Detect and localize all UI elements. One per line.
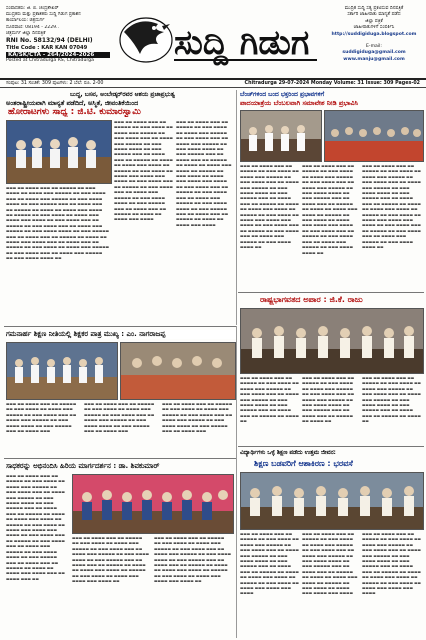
- rule-story5: [4, 458, 236, 459]
- story2-kicker: ಬೆಂಚ್‌ಗಳಿಂದ ಬಂದ ಭಕ್ತರಿಂದ ಪ್ರಭಾವಗಳಿಗೆ: [240, 91, 325, 98]
- crowd-photo: [325, 111, 423, 161]
- tagline-4: ಜಾಹೀರಾತುಗಳಿಗೆ ಸಂಪರ್ಕಿಸಿ: [353, 25, 395, 31]
- story5-column-b: ▬▬▬ ▬▬ ▬▬▬▬ ▬▬▬ ▬▬ ▬▬▬▬▬ ▬▬ ▬▬▬ ▬▬▬▬ ▬▬ ▬▬▬▬ ▬▬▬ ▬▬▬▬▬ ▬▬ ▬▬▬ ▬▬▬▬ ▬▬▬ ▬▬ ▬▬▬▬ ▬▬▬ ▬▬▬▬▬ ▬▬ ▬▬▬ ▬▬▬▬ ▬▬▬▬ ▬▬ ▬▬▬ ▬▬▬▬▬ ▬▬▬ ▬▬ ▬▬▬▬ ▬▬▬ ▬▬ ▬▬▬▬▬ ▬▬ ▬▬▬▬ ▬▬ ▬▬▬▬ ▬▬▬ ▬▬▬▬ ▬▬ ▬▬▬▬▬ ▬▬ ▬▬▬ ▬▬▬▬ ▬▬ ▬▬▬▬ ▬▬▬ ▬▬▬▬ ▬▬▬ ▬▬▬▬ ▬▬: [72, 536, 150, 584]
- email-link-1[interactable]: suddigiduga@gmail.com: [342, 50, 406, 56]
- story5-column-a: ▬▬▬ ▬▬ ▬▬▬▬ ▬▬▬ ▬▬ ▬▬▬▬▬ ▬▬ ▬▬▬ ▬▬▬▬ ▬▬ ▬▬▬▬ ▬▬▬ ▬▬▬▬▬ ▬▬ ▬▬▬ ▬▬▬▬ ▬▬▬ ▬▬ ▬▬▬▬ ▬▬▬ ▬▬▬▬▬ ▬▬ ▬▬▬ ▬▬▬▬ ▬▬▬▬ ▬▬ ▬▬▬ ▬▬▬▬▬ ▬▬▬ ▬▬ ▬▬▬▬ ▬▬▬ ▬▬ ▬▬▬▬▬ ▬▬ ▬▬▬▬ ▬▬ ▬▬▬▬ ▬▬▬ ▬▬▬▬ ▬▬ ▬▬▬▬▬ ▬▬ ▬▬▬ ▬▬▬▬ ▬▬ ▬▬▬▬ ▬▬▬ ▬▬▬▬ ▬▬▬ ▬▬▬▬ ▬▬ ▬▬▬ ▬▬▬▬ ▬▬▬ ▬▬ ▬▬▬▬▬ ▬▬ ▬▬▬ ▬▬▬▬ ▬▬▬ ▬▬ ▬▬▬▬ ▬▬▬ ▬▬▬▬▬ ▬▬ ▬▬▬ ▬▬▬▬ ▬▬▬▬ ▬▬ ▬▬▬ ▬▬▬▬▬ ▬▬▬ ▬▬ ▬▬▬▬ ▬▬▬ ▬▬ ▬▬▬▬▬ ▬▬ ▬▬▬▬ ▬▬ ▬▬▬▬ ▬▬▬ ▬▬▬▬ ▬▬▬ ▬▬ ▬▬▬▬ ▬▬▬ ▬▬: [6, 474, 65, 581]
- story5-photo: [72, 474, 234, 534]
- story4-column-a: ▬▬▬ ▬▬ ▬▬▬▬ ▬▬▬ ▬▬ ▬▬▬▬▬ ▬▬ ▬▬▬ ▬▬▬▬ ▬▬ ▬▬▬▬ ▬▬▬ ▬▬▬▬▬ ▬▬ ▬▬▬ ▬▬▬▬ ▬▬▬ ▬▬ ▬▬▬▬ ▬▬▬ ▬▬▬▬▬ ▬▬ ▬▬▬ ▬▬▬▬ ▬▬▬▬ ▬▬ ▬▬▬ ▬▬▬▬▬ ▬▬▬ ▬▬ ▬▬▬▬ ▬▬▬: [6, 402, 77, 434]
- phone-line: ದೂರವಾಣಿ: 08194 - 2229..: [6, 24, 59, 30]
- tagline-2: ಸರ್ಕಾರಿ ಜಾಹೀರಾತು ಮಾನ್ಯತೆ ಪಡೆದ: [347, 12, 401, 18]
- story1-kicker: ಬುದ್ಧ, ಬಸವ, ಅಂಬೇಡ್ಕರ್‌ರವರ ಆಶಯ ಪ್ರಜಾಪ್ರಭುತ್ವ: [70, 91, 176, 98]
- column-rule-1: [236, 90, 237, 325]
- story4-column-c: ▬▬▬ ▬▬ ▬▬▬▬ ▬▬▬ ▬▬ ▬▬▬▬▬ ▬▬ ▬▬▬ ▬▬▬▬ ▬▬ ▬▬▬▬ ▬▬▬ ▬▬▬▬▬ ▬▬ ▬▬▬ ▬▬▬▬ ▬▬▬ ▬▬ ▬▬▬▬ ▬▬▬ ▬▬▬▬▬ ▬▬ ▬▬▬ ▬▬▬▬ ▬▬▬▬ ▬▬ ▬▬▬ ▬▬▬▬▬ ▬▬▬ ▬▬ ▬▬▬▬ ▬▬▬: [162, 402, 233, 434]
- masthead-right-info: [328, 6, 420, 63]
- email-label: E-mail:: [366, 44, 382, 50]
- postal-registration: KA/SK/CTA - 264/2024-2026: [6, 52, 110, 58]
- dateline-kannada: ಸಂಪುಟ: 31 ಸಂಚಿಕೆ: 309 ಪುಟಗಳು: 2 ಬೆಲೆ: ರೂ. 2-00: [6, 81, 104, 86]
- logo-wordmark: ಸುದ್ದಿ ಗಿಡುಗ: [174, 23, 310, 63]
- story6-photo: [240, 472, 424, 530]
- story2-column-b: ▬▬▬ ▬▬ ▬▬▬▬ ▬▬▬ ▬▬ ▬▬▬▬▬ ▬▬ ▬▬▬ ▬▬▬▬ ▬▬ ▬▬▬▬ ▬▬▬ ▬▬▬▬▬ ▬▬ ▬▬▬ ▬▬▬▬ ▬▬▬ ▬▬ ▬▬▬▬ ▬▬▬ ▬▬▬▬▬ ▬▬ ▬▬▬ ▬▬▬▬ ▬▬▬▬ ▬▬ ▬▬▬ ▬▬▬▬▬ ▬▬▬ ▬▬ ▬▬▬▬ ▬▬▬ ▬▬ ▬▬▬▬▬ ▬▬ ▬▬▬▬ ▬▬ ▬▬▬▬ ▬▬▬ ▬▬▬▬ ▬▬ ▬▬▬▬▬ ▬▬ ▬▬▬ ▬▬▬▬ ▬▬ ▬▬▬▬ ▬▬▬ ▬▬▬▬ ▬▬▬ ▬▬▬▬ ▬▬ ▬▬▬ ▬▬▬▬ ▬▬▬ ▬▬ ▬▬▬▬▬ ▬▬ ▬▬▬ ▬▬▬▬ ▬▬▬ ▬▬ ▬▬▬▬ ▬▬▬ ▬▬▬▬▬ ▬▬ ▬▬▬ ▬▬▬▬ ▬▬▬▬ ▬▬: [302, 164, 358, 255]
- rule-story3: [238, 292, 424, 293]
- felicitation-stage-photo: [73, 475, 233, 533]
- story3-headline: ರಾಷ್ಟ್ರಭಾಗವತದ ಅಪಾರ : ಜಿ.ಕೆ. ರಾಜು: [260, 295, 363, 304]
- teachers-group-photo: [7, 343, 117, 399]
- felicitation-photo: [241, 309, 423, 373]
- editor-line: ಸಂಪಾದಕರು: ಜಿ. ಬಿ. ಚಂದ್ರಶೇಖರ್: [6, 6, 59, 11]
- story5-column-c: ▬▬▬ ▬▬ ▬▬▬▬ ▬▬▬ ▬▬ ▬▬▬▬▬ ▬▬ ▬▬▬ ▬▬▬▬ ▬▬ ▬▬▬▬ ▬▬▬ ▬▬▬▬▬ ▬▬ ▬▬▬ ▬▬▬▬ ▬▬▬ ▬▬ ▬▬▬▬ ▬▬▬ ▬▬▬▬▬ ▬▬ ▬▬▬ ▬▬▬▬ ▬▬▬▬ ▬▬ ▬▬▬ ▬▬▬▬▬ ▬▬▬ ▬▬ ▬▬▬▬ ▬▬▬ ▬▬ ▬▬▬▬▬ ▬▬ ▬▬▬▬ ▬▬ ▬▬▬▬ ▬▬▬ ▬▬▬▬ ▬▬ ▬▬▬▬▬ ▬▬ ▬▬▬ ▬▬▬▬ ▬▬ ▬▬▬▬ ▬▬▬ ▬▬▬▬ ▬▬▬ ▬▬▬▬ ▬▬: [154, 536, 232, 584]
- story2-photo-1: [240, 110, 322, 162]
- office-line: ಕಾರ್ಯಾಲಯ: ಚಿತ್ರದುರ್ಗ: [6, 18, 45, 24]
- title-code: Title Code : KAR KAN 07049: [6, 45, 88, 52]
- newspaper-logo: [112, 2, 322, 74]
- dateline-bar: [0, 80, 426, 88]
- masthead-left-info: [6, 6, 110, 65]
- blog-link[interactable]: http://suddigiduga.blogspot.com: [331, 31, 417, 37]
- students-event-photo: [241, 473, 423, 529]
- story4-photo-2: [120, 342, 236, 400]
- story3-photo: [240, 308, 424, 374]
- dateline-english: Chitradurga 29-07-2024 Monday Volume: 31 Issue: 309 Pages-02: [244, 81, 420, 86]
- story3-column-b: ▬▬▬ ▬▬ ▬▬▬▬ ▬▬▬ ▬▬ ▬▬▬▬▬ ▬▬ ▬▬▬ ▬▬▬▬ ▬▬ ▬▬▬▬ ▬▬▬ ▬▬▬▬▬ ▬▬ ▬▬▬ ▬▬▬▬ ▬▬▬ ▬▬ ▬▬▬▬ ▬▬▬ ▬▬▬▬▬ ▬▬ ▬▬▬ ▬▬▬▬ ▬▬▬▬ ▬▬ ▬▬▬ ▬▬▬▬▬ ▬▬▬ ▬▬ ▬▬▬▬ ▬▬▬ ▬▬ ▬▬▬▬▬ ▬▬ ▬▬▬▬ ▬▬: [302, 376, 355, 424]
- story1-subhead: ಅಂತರಾಷ್ಟ್ರೀಯವಾಗಿ ಮಾನ್ಯತೆ ಪಡೆದಿದೆ, ಅಸ್ಮಿತೆ, ಜೀವಂತಿಕೆಯಿಂದ: [6, 99, 139, 107]
- email-link-2[interactable]: www.manju@gmail.com: [343, 56, 405, 62]
- publisher-line: ಮುದ್ರಕರು ಮತ್ತು ಪ್ರಕಾಶಕರು ಸುದ್ದಿ ಗಿಡುಗ ಪ್ರಕಾಶನ: [6, 12, 81, 18]
- rule-story4: [4, 326, 236, 327]
- story6-column-a: ▬▬▬ ▬▬ ▬▬▬▬ ▬▬▬ ▬▬ ▬▬▬▬▬ ▬▬ ▬▬▬ ▬▬▬▬ ▬▬ ▬▬▬▬ ▬▬▬ ▬▬▬▬▬ ▬▬ ▬▬▬ ▬▬▬▬ ▬▬▬ ▬▬ ▬▬▬▬ ▬▬▬ ▬▬▬▬▬ ▬▬ ▬▬▬ ▬▬▬▬ ▬▬▬▬ ▬▬ ▬▬▬ ▬▬▬▬▬ ▬▬▬ ▬▬ ▬▬▬▬ ▬▬▬ ▬▬ ▬▬▬▬▬ ▬▬ ▬▬▬▬ ▬▬ ▬▬▬▬ ▬▬▬ ▬▬▬▬ ▬▬ ▬▬▬▬▬ ▬▬ ▬▬▬ ▬▬▬▬ ▬▬ ▬▬▬▬ ▬▬▬ ▬▬▬▬ ▬▬▬ ▬▬▬▬: [240, 532, 299, 596]
- story4-column-b: ▬▬▬ ▬▬ ▬▬▬▬ ▬▬▬ ▬▬ ▬▬▬▬▬ ▬▬ ▬▬▬ ▬▬▬▬ ▬▬ ▬▬▬▬ ▬▬▬ ▬▬▬▬▬ ▬▬ ▬▬▬ ▬▬▬▬ ▬▬▬ ▬▬ ▬▬▬▬ ▬▬▬ ▬▬▬▬▬ ▬▬ ▬▬▬ ▬▬▬▬ ▬▬▬▬ ▬▬ ▬▬▬ ▬▬▬▬▬ ▬▬▬ ▬▬ ▬▬▬▬ ▬▬▬: [84, 402, 155, 434]
- story6-kicker: ವಿದ್ಯಾರ್ಥಿಗಳು ಒಳ್ಳೆ ಶಿಕ್ಷಣ ಪಡೆದು ಉತ್ತಮ ಜೀವನ:: [240, 450, 336, 456]
- story6-column-b: ▬▬▬ ▬▬ ▬▬▬▬ ▬▬▬ ▬▬ ▬▬▬▬▬ ▬▬ ▬▬▬ ▬▬▬▬ ▬▬ ▬▬▬▬ ▬▬▬ ▬▬▬▬▬ ▬▬ ▬▬▬ ▬▬▬▬ ▬▬▬ ▬▬ ▬▬▬▬ ▬▬▬ ▬▬▬▬▬ ▬▬ ▬▬▬ ▬▬▬▬ ▬▬▬▬ ▬▬ ▬▬▬ ▬▬▬▬▬ ▬▬▬ ▬▬ ▬▬▬▬ ▬▬▬ ▬▬ ▬▬▬▬▬ ▬▬ ▬▬▬▬ ▬▬ ▬▬▬▬ ▬▬▬ ▬▬▬▬ ▬▬ ▬▬▬▬▬ ▬▬ ▬▬▬ ▬▬▬▬ ▬▬ ▬▬▬▬ ▬▬▬ ▬▬▬▬ ▬▬▬ ▬▬▬▬: [302, 532, 358, 596]
- tagline-1: ಮುದ್ರಿತ ಸುದ್ದಿ ಸತ್ಯ ಪ್ರಕಟಿಸುವ ದಿನಪತ್ರಿಕೆ: [344, 6, 404, 11]
- story1-column-b: ▬▬▬ ▬▬ ▬▬▬▬ ▬▬▬ ▬▬ ▬▬▬▬▬ ▬▬ ▬▬▬ ▬▬▬▬ ▬▬ ▬▬▬▬ ▬▬▬ ▬▬▬▬▬ ▬▬ ▬▬▬ ▬▬▬▬ ▬▬▬ ▬▬ ▬▬▬▬ ▬▬▬ ▬▬▬▬▬ ▬▬ ▬▬▬ ▬▬▬▬ ▬▬▬▬ ▬▬ ▬▬▬ ▬▬▬▬▬ ▬▬▬ ▬▬ ▬▬▬▬ ▬▬▬ ▬▬ ▬▬▬▬▬ ▬▬ ▬▬▬▬ ▬▬ ▬▬▬▬ ▬▬▬ ▬▬▬▬ ▬▬ ▬▬▬▬▬ ▬▬ ▬▬▬ ▬▬▬▬ ▬▬ ▬▬▬▬ ▬▬▬ ▬▬▬▬ ▬▬▬ ▬▬▬▬ ▬▬ ▬▬▬ ▬▬▬▬ ▬▬▬ ▬▬ ▬▬▬▬▬ ▬▬ ▬▬▬ ▬▬▬▬ ▬▬▬ ▬▬ ▬▬▬▬ ▬▬▬ ▬▬▬▬▬ ▬▬ ▬▬▬ ▬▬▬▬ ▬▬▬▬ ▬▬ ▬▬▬ ▬▬▬▬▬ ▬▬▬ ▬▬ ▬▬▬▬ ▬▬▬ ▬▬ ▬▬▬▬▬ ▬▬ ▬▬▬▬ ▬▬ ▬▬▬▬ ▬▬▬ ▬▬▬▬: [114, 120, 173, 222]
- story2-headline: ಪಾದಯಾತ್ರೆಯ ಬೆಂಬಲವಾಗಿ ಸಮಾವೇಶ ನೀಡಿ ಪ್ರಭಾವಿಸಿ: [240, 99, 359, 107]
- story6-column-c: ▬▬▬ ▬▬ ▬▬▬▬ ▬▬▬ ▬▬ ▬▬▬▬▬ ▬▬ ▬▬▬ ▬▬▬▬ ▬▬ ▬▬▬▬ ▬▬▬ ▬▬▬▬▬ ▬▬ ▬▬▬ ▬▬▬▬ ▬▬▬ ▬▬ ▬▬▬▬ ▬▬▬ ▬▬▬▬▬ ▬▬ ▬▬▬ ▬▬▬▬ ▬▬▬▬ ▬▬ ▬▬▬ ▬▬▬▬▬ ▬▬▬ ▬▬ ▬▬▬▬ ▬▬▬ ▬▬ ▬▬▬▬▬ ▬▬ ▬▬▬▬ ▬▬ ▬▬▬▬ ▬▬▬ ▬▬▬▬ ▬▬ ▬▬▬▬▬ ▬▬ ▬▬▬ ▬▬▬▬ ▬▬ ▬▬▬▬ ▬▬▬ ▬▬▬▬ ▬▬▬ ▬▬▬▬: [362, 532, 421, 596]
- posted-at: Posted at Chitradurga RS, Chitradurga: [6, 58, 94, 64]
- story3-column-c: ▬▬▬ ▬▬ ▬▬▬▬ ▬▬▬ ▬▬ ▬▬▬▬▬ ▬▬ ▬▬▬ ▬▬▬▬ ▬▬ ▬▬▬▬ ▬▬▬ ▬▬▬▬▬ ▬▬ ▬▬▬ ▬▬▬▬ ▬▬▬ ▬▬ ▬▬▬▬ ▬▬▬ ▬▬▬▬▬ ▬▬ ▬▬▬ ▬▬▬▬ ▬▬▬▬ ▬▬ ▬▬▬ ▬▬▬▬▬ ▬▬▬ ▬▬ ▬▬▬▬ ▬▬▬ ▬▬ ▬▬▬▬▬ ▬▬ ▬▬▬▬ ▬▬: [362, 376, 421, 424]
- award-ceremony-photo: [121, 343, 235, 399]
- story4-headline: ಗಮನಾರ್ಹ ಶಿಕ್ಷಣ ನೀತಿಯಲ್ಲಿ ಶಿಕ್ಷಕರ ಪಾತ್ರ ಮುಖ್ಯ : ಎಂ. ನಾಗರಾಜಪ್ಪ: [6, 330, 236, 339]
- story2-column-a: ▬▬▬ ▬▬ ▬▬▬▬ ▬▬▬ ▬▬ ▬▬▬▬▬ ▬▬ ▬▬▬ ▬▬▬▬ ▬▬ ▬▬▬▬ ▬▬▬ ▬▬▬▬▬ ▬▬ ▬▬▬ ▬▬▬▬ ▬▬▬ ▬▬ ▬▬▬▬ ▬▬▬ ▬▬▬▬▬ ▬▬ ▬▬▬ ▬▬▬▬ ▬▬▬▬ ▬▬ ▬▬▬ ▬▬▬▬▬ ▬▬▬ ▬▬ ▬▬▬▬ ▬▬▬ ▬▬ ▬▬▬▬▬ ▬▬ ▬▬▬▬ ▬▬ ▬▬▬▬ ▬▬▬ ▬▬▬▬ ▬▬ ▬▬▬▬▬ ▬▬ ▬▬▬ ▬▬▬▬ ▬▬ ▬▬▬▬ ▬▬▬ ▬▬▬▬ ▬▬▬ ▬▬▬▬ ▬▬ ▬▬▬ ▬▬▬▬ ▬▬▬ ▬▬ ▬▬▬▬▬ ▬▬ ▬▬▬ ▬▬▬▬ ▬▬▬ ▬▬ ▬▬▬▬ ▬▬▬ ▬▬▬▬▬ ▬▬ ▬▬▬ ▬▬▬▬ ▬▬▬▬ ▬▬: [240, 164, 299, 250]
- story2-column-c: ▬▬▬ ▬▬ ▬▬▬▬ ▬▬▬ ▬▬ ▬▬▬▬▬ ▬▬ ▬▬▬ ▬▬▬▬ ▬▬ ▬▬▬▬ ▬▬▬ ▬▬▬▬▬ ▬▬ ▬▬▬ ▬▬▬▬ ▬▬▬ ▬▬ ▬▬▬▬ ▬▬▬ ▬▬▬▬▬ ▬▬ ▬▬▬ ▬▬▬▬ ▬▬▬▬ ▬▬ ▬▬▬ ▬▬▬▬▬ ▬▬▬ ▬▬ ▬▬▬▬ ▬▬▬ ▬▬ ▬▬▬▬▬ ▬▬ ▬▬▬▬ ▬▬ ▬▬▬▬ ▬▬▬ ▬▬▬▬ ▬▬ ▬▬▬▬▬ ▬▬ ▬▬▬ ▬▬▬▬ ▬▬ ▬▬▬▬ ▬▬▬ ▬▬▬▬ ▬▬▬ ▬▬▬▬ ▬▬ ▬▬▬ ▬▬▬▬ ▬▬▬ ▬▬ ▬▬▬▬▬ ▬▬ ▬▬▬ ▬▬▬▬ ▬▬▬ ▬▬ ▬▬▬▬ ▬▬▬ ▬▬▬▬▬ ▬▬ ▬▬▬ ▬▬▬▬ ▬▬▬▬ ▬▬: [362, 164, 421, 250]
- story1-column-a: ▬▬▬ ▬▬ ▬▬▬▬ ▬▬▬ ▬▬ ▬▬▬▬▬ ▬▬ ▬▬▬ ▬▬▬▬ ▬▬ ▬▬▬▬ ▬▬▬ ▬▬▬▬▬ ▬▬ ▬▬▬ ▬▬▬▬ ▬▬▬ ▬▬ ▬▬▬▬ ▬▬▬ ▬▬▬▬▬ ▬▬ ▬▬▬ ▬▬▬▬ ▬▬▬▬ ▬▬ ▬▬▬ ▬▬▬▬▬ ▬▬▬ ▬▬ ▬▬▬▬ ▬▬▬ ▬▬ ▬▬▬▬▬ ▬▬ ▬▬▬▬ ▬▬ ▬▬▬▬ ▬▬▬ ▬▬▬▬ ▬▬ ▬▬▬▬▬ ▬▬ ▬▬▬ ▬▬▬▬ ▬▬ ▬▬▬▬ ▬▬▬ ▬▬▬▬ ▬▬▬ ▬▬▬▬ ▬▬ ▬▬▬ ▬▬▬▬ ▬▬▬ ▬▬ ▬▬▬▬▬ ▬▬ ▬▬▬ ▬▬▬▬ ▬▬▬ ▬▬ ▬▬▬▬ ▬▬▬ ▬▬▬▬▬ ▬▬ ▬▬▬ ▬▬▬▬ ▬▬▬▬ ▬▬ ▬▬▬ ▬▬▬▬▬ ▬▬▬ ▬▬ ▬▬▬▬ ▬▬▬ ▬▬ ▬▬▬▬▬ ▬▬ ▬▬▬▬ ▬▬ ▬▬▬▬ ▬▬▬ ▬▬▬▬ ▬▬▬ ▬▬ ▬▬▬▬ ▬▬▬ ▬▬ ▬▬▬▬▬ ▬▬ ▬▬▬ ▬▬▬▬ ▬▬ ▬▬▬▬ ▬▬▬ ▬▬▬▬▬ ▬▬ ▬▬▬ ▬▬▬▬ ▬▬▬ ▬▬ ▬▬▬▬ ▬▬▬ ▬▬▬▬▬ ▬▬ ▬▬▬ ▬▬▬▬ ▬▬▬▬ ▬▬: [6, 186, 110, 261]
- eagle-emblem-icon: [120, 18, 172, 62]
- event-photo: [241, 111, 321, 161]
- story5-headline: ಸಾಧಕರನ್ನು ಅಭಿನಂದಿಸಿ ಹಿರಿಯ ಮಾರ್ಗದರ್ಶನ : ಡಾ. ಶಿವಕುಮಾರ್: [6, 462, 160, 470]
- group-stage-photo: [7, 121, 111, 183]
- masthead: [0, 0, 426, 80]
- story6-headline: ಶಿಕ್ಷಣ ಬಡವರಿಗೆ ಆಶಾಕಿರಣ : ಭರವಸೆ: [254, 459, 353, 468]
- rni-number: RNI No. 58132/94 (DELHI): [6, 37, 93, 45]
- story4-photo-1: [6, 342, 118, 400]
- story1-photo: [6, 120, 112, 184]
- tagline-3: ಜಿಲ್ಲಾ ಪತ್ರಿಕೆ: [365, 18, 383, 24]
- story3-column-a: ▬▬▬ ▬▬ ▬▬▬▬ ▬▬▬ ▬▬ ▬▬▬▬▬ ▬▬ ▬▬▬ ▬▬▬▬ ▬▬ ▬▬▬▬ ▬▬▬ ▬▬▬▬▬ ▬▬ ▬▬▬ ▬▬▬▬ ▬▬▬ ▬▬ ▬▬▬▬ ▬▬▬ ▬▬▬▬▬ ▬▬ ▬▬▬ ▬▬▬▬ ▬▬▬▬ ▬▬ ▬▬▬ ▬▬▬▬▬ ▬▬▬ ▬▬ ▬▬▬▬ ▬▬▬ ▬▬ ▬▬▬▬▬ ▬▬ ▬▬▬▬ ▬▬: [240, 376, 299, 424]
- story2-photo-2: [324, 110, 424, 162]
- story1-headline: ಹೋರಾಟಗಳು ಸಾಧ್ಯ : ಜಿ.ಟಿ. ಕುಮಾರಸ್ವಾಮಿ: [8, 107, 141, 117]
- rule-story6: [238, 446, 424, 447]
- district-line: ಚಿತ್ರದುರ್ಗ ಜಿಲ್ಲಾ ದಿನಪತ್ರಿಕೆ: [6, 30, 46, 36]
- column-rule-2: [236, 326, 237, 638]
- story1-column-c: ▬▬▬ ▬▬ ▬▬▬▬ ▬▬▬ ▬▬ ▬▬▬▬▬ ▬▬ ▬▬▬ ▬▬▬▬ ▬▬ ▬▬▬▬ ▬▬▬ ▬▬▬▬▬ ▬▬ ▬▬▬ ▬▬▬▬ ▬▬▬ ▬▬ ▬▬▬▬ ▬▬▬ ▬▬▬▬▬ ▬▬ ▬▬▬ ▬▬▬▬ ▬▬▬▬ ▬▬ ▬▬▬ ▬▬▬▬▬ ▬▬▬ ▬▬ ▬▬▬▬ ▬▬▬ ▬▬ ▬▬▬▬▬ ▬▬ ▬▬▬▬ ▬▬ ▬▬▬▬ ▬▬▬ ▬▬▬▬ ▬▬ ▬▬▬▬▬ ▬▬ ▬▬▬ ▬▬▬▬ ▬▬ ▬▬▬▬ ▬▬▬ ▬▬▬▬ ▬▬▬ ▬▬▬▬ ▬▬ ▬▬▬ ▬▬▬▬ ▬▬▬ ▬▬ ▬▬▬▬▬ ▬▬ ▬▬▬ ▬▬▬▬ ▬▬▬ ▬▬ ▬▬▬▬ ▬▬▬ ▬▬▬▬▬ ▬▬ ▬▬▬ ▬▬▬▬ ▬▬▬▬ ▬▬ ▬▬▬ ▬▬▬▬▬ ▬▬▬ ▬▬ ▬▬▬▬ ▬▬▬ ▬▬ ▬▬▬▬▬ ▬▬ ▬▬▬▬ ▬▬ ▬▬▬▬ ▬▬▬ ▬▬▬▬: [176, 120, 232, 227]
